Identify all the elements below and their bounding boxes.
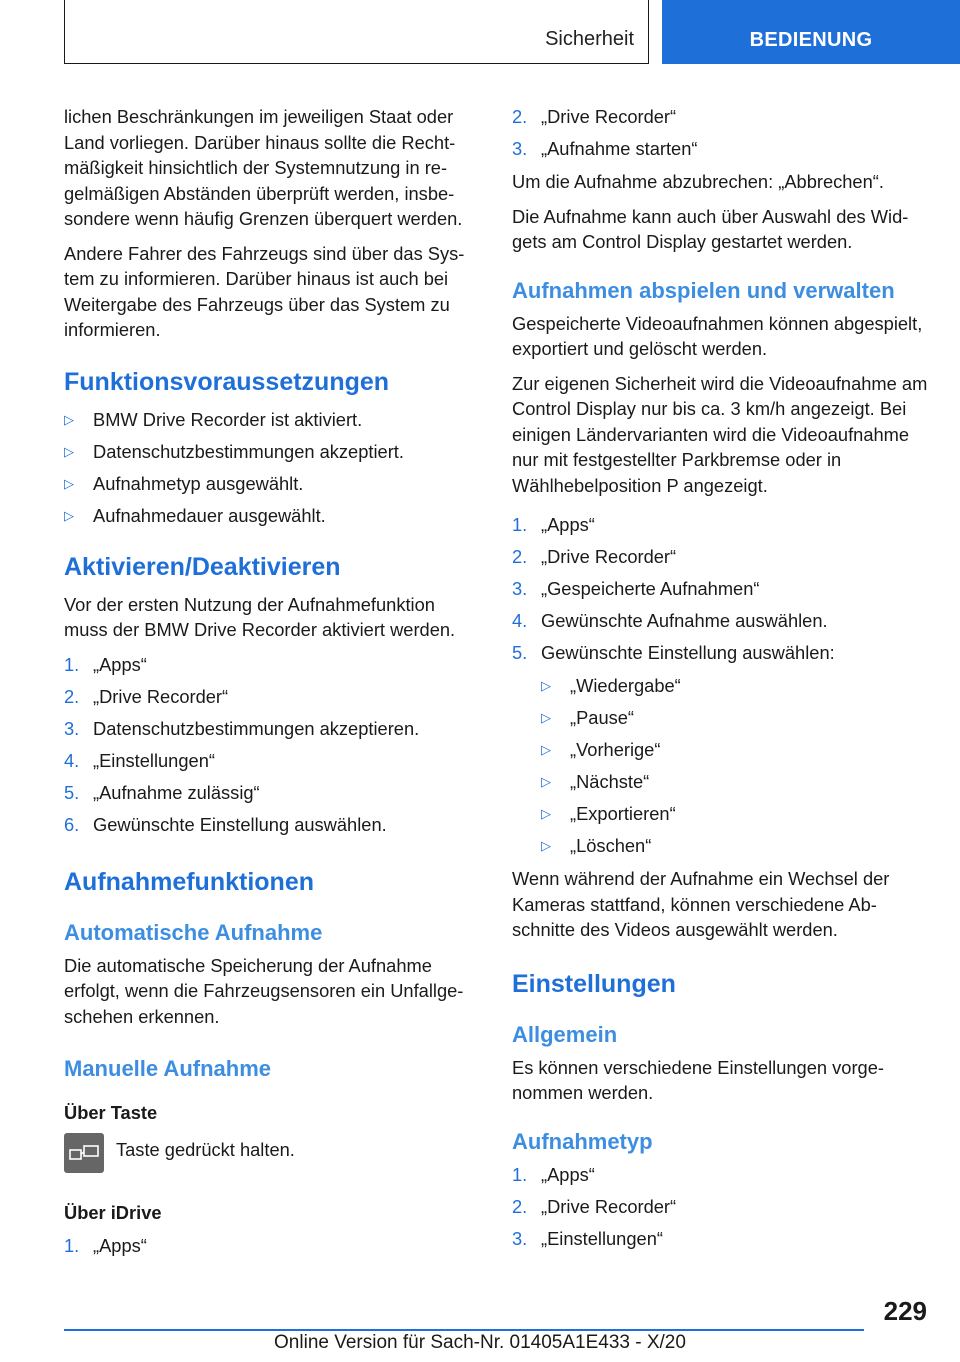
- list-item: ▷ „Nächste“: [541, 771, 650, 792]
- footer-text: Online Version für Sach-Nr. 01405A1E433 - X/20: [274, 1332, 686, 1353]
- heading-ueber-idrive: Über iDrive: [64, 1202, 162, 1223]
- heading-aktivieren: Aktivieren/Deaktivieren: [64, 552, 341, 581]
- taste-row: [64, 1133, 482, 1173]
- triangle-bullet-icon: ▷: [541, 710, 551, 725]
- header-chapter-tab: [662, 0, 960, 64]
- heading-einstellungen: Einstellungen: [512, 969, 676, 998]
- step-item: 2. „Drive Recorder“: [512, 106, 677, 127]
- heading-aufnahmefunktionen: Aufnahmefunktionen: [64, 867, 314, 896]
- abspielen-paragraph-1: Gespeicherte Videoaufnahmen können abgespielt, exportiert und gelöscht werden.: [512, 312, 923, 359]
- step-item: 2. „Drive Recorder“: [512, 1195, 677, 1217]
- list-item: ▷ Aufnahmedauer ausgewählt.: [64, 504, 326, 526]
- triangle-bullet-icon: ▷: [541, 806, 551, 821]
- header-section-box: [64, 0, 649, 64]
- heading-automatische-aufnahme: Automatische Aufnahme: [64, 919, 323, 945]
- camera-button-icon: [64, 1133, 104, 1173]
- step-item: 3. „Gespeicherte Aufnahmen“: [512, 578, 760, 599]
- list-item: ▷ BMW Drive Recorder ist aktiviert.: [64, 408, 363, 430]
- idrive-steps-continued: [512, 104, 930, 161]
- list-item: ▷ „Löschen“: [541, 835, 652, 856]
- footer-divider: [64, 1329, 864, 1331]
- header-section-title: Sicherheit: [545, 28, 634, 50]
- list-item: ▷ Aufnahmetyp ausgewählt.: [64, 472, 304, 494]
- abbrechen-paragraph: Um die Aufnahme abzubrechen: „Abbrechen“.: [512, 171, 884, 192]
- step-item: 2. „Drive Recorder“: [512, 546, 677, 567]
- list-item: ▷ „Exportieren“: [541, 803, 676, 824]
- triangle-bullet-icon: ▷: [64, 411, 74, 427]
- automatisch-paragraph: Die automatische Speicherung der Aufnahme erfolgt, wenn die Fahrzeugsensoren ein Unfallgeschehen erkennen.: [64, 954, 464, 1027]
- playback-options-list: [541, 673, 930, 858]
- heading-allgemein: Allgemein: [512, 1021, 618, 1047]
- idrive-steps: [64, 1233, 482, 1258]
- heading-aufnahmetyp: Aufnahmetyp: [512, 1128, 653, 1154]
- aktivieren-steps: [64, 652, 482, 837]
- step-item: 1. „Apps“: [512, 514, 595, 535]
- intro-paragraph-1: lichen Beschränkungen im jeweiligen Staat oder Land vorliegen. Darüber hinaus sollte die Rechtmäßigkeit hinsichtlich der Systemnutzung in regelmäßigen Abständen überprüft werden, insbesondere wenn häufig Grenzen überquert werden.: [64, 106, 463, 229]
- step-item: 4. „Einstellungen“: [64, 749, 215, 771]
- step-item: 5. Gewünschte Einstellung auswählen:: [512, 642, 835, 663]
- list-item: ▷ „Wiedergabe“: [541, 675, 681, 696]
- step-item: 1. „Apps“: [64, 653, 147, 675]
- aktivieren-paragraph: Vor der ersten Nutzung der Aufnahmefunktion muss der BMW Drive Recorder aktiviert werden.: [64, 593, 456, 640]
- step-item: 3. „Einstellungen“: [512, 1227, 663, 1249]
- triangle-bullet-icon: ▷: [64, 443, 74, 459]
- triangle-bullet-icon: ▷: [64, 475, 74, 491]
- page-number: 229: [883, 1296, 927, 1326]
- taste-paragraph: Taste gedrückt halten.: [116, 1139, 295, 1160]
- list-item: ▷ „Pause“: [541, 707, 635, 728]
- step-item: 2. „Drive Recorder“: [64, 685, 229, 707]
- step-item: 3. Datenschutzbestimmungen akzeptieren.: [64, 717, 420, 739]
- heading-funktionsvoraussetzungen: Funktionsvoraussetzungen: [64, 367, 390, 396]
- triangle-bullet-icon: ▷: [541, 838, 551, 853]
- heading-ueber-taste: Über Taste: [64, 1102, 158, 1123]
- triangle-bullet-icon: ▷: [541, 774, 551, 789]
- right-column: [512, 104, 930, 1259]
- abspielen-paragraph-2: Zur eigenen Sicherheit wird die Videoaufnahme am Control Display nur bis ca. 3 km/h angezeigt. Bei einigen Ländervarianten wird die Videoaufnahme nur mit festgestellter Parkbremse oder in Wählhebelposition P angezeigt.: [512, 372, 928, 496]
- widget-paragraph: Die Aufnahme kann auch über Auswahl des Widgets am Control Display gestartet werden.: [512, 205, 909, 252]
- triangle-bullet-icon: ▷: [541, 678, 551, 693]
- step-item: 1. „Apps“: [512, 1163, 595, 1185]
- abspielen-steps: [512, 512, 930, 665]
- triangle-bullet-icon: ▷: [64, 507, 74, 523]
- left-column: [64, 104, 482, 1266]
- requirements-list: [64, 407, 482, 528]
- intro-paragraph-2: Andere Fahrer des Fahrzeugs sind über das System zu informieren. Darüber hinaus ist auch bei Weitergabe des Fahrzeugs über das System zu informieren.: [64, 242, 465, 340]
- triangle-bullet-icon: ▷: [541, 742, 551, 757]
- step-item: 4. Gewünschte Aufnahme auswählen.: [512, 610, 828, 631]
- allgemein-paragraph: Es können verschiedene Einstellungen vorgenommen werden.: [512, 1056, 884, 1103]
- kamera-paragraph: Wenn während der Aufnahme ein Wechsel der Kameras stattfand, können verschiedene Abschnitte des Videos ausgewählt werden.: [512, 868, 890, 940]
- heading-manuelle-aufnahme: Manuelle Aufnahme: [64, 1056, 271, 1081]
- step-item: 6. Gewünschte Einstellung auswählen.: [64, 813, 387, 835]
- header-chapter-title: BEDIENUNG: [749, 29, 873, 51]
- heading-aufnahmen-abspielen: Aufnahmen abspielen und verwalten: [512, 277, 895, 303]
- step-item: 3. „Aufnahme starten“: [512, 138, 698, 159]
- list-item: ▷ Datenschutzbestimmungen akzeptiert.: [64, 440, 404, 462]
- list-item: ▷ „Vorherige“: [541, 739, 661, 760]
- step-item: 1. „Apps“: [64, 1235, 147, 1256]
- step-item: 5. „Aufnahme zulässig“: [64, 781, 260, 803]
- aufnahmetyp-steps: [512, 1162, 930, 1251]
